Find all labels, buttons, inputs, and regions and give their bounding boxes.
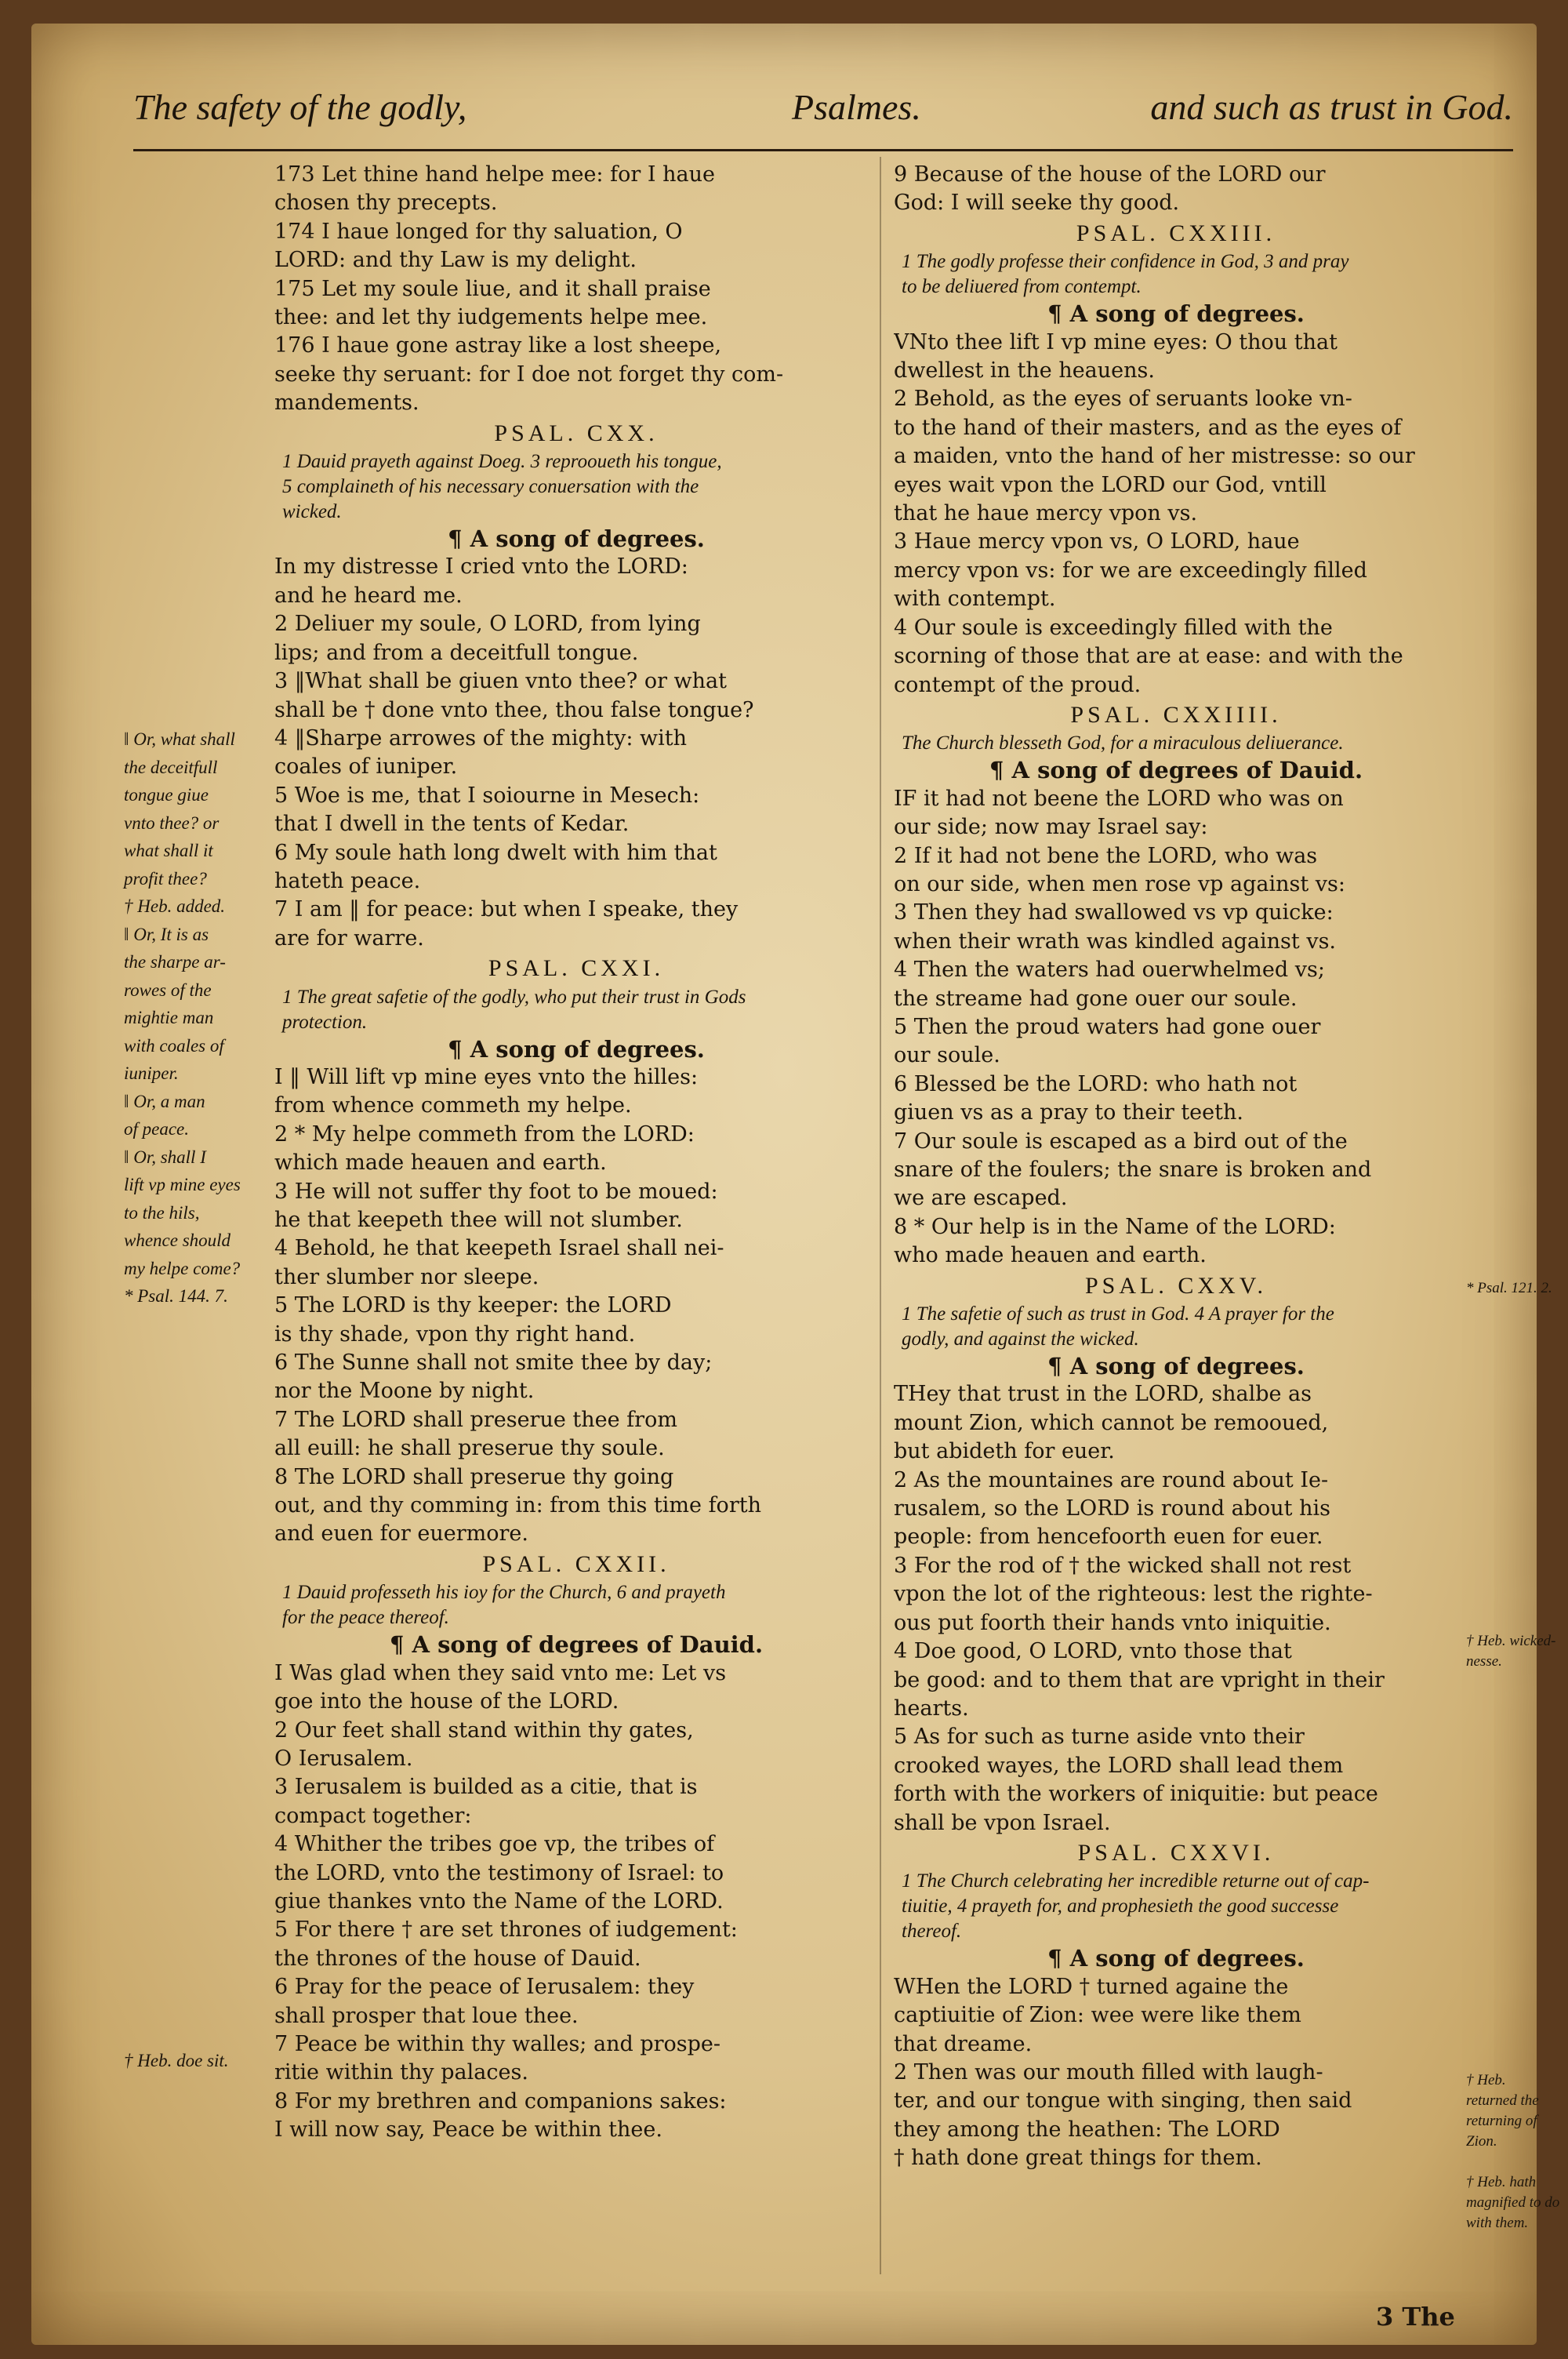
psalm-argument: 1 The godly professe their confidence in God, 3 and pray (902, 251, 1349, 273)
verse-line: from whence commeth my helpe. (274, 1093, 632, 1118)
verse-line: coales of iuniper. (274, 754, 458, 780)
psalm-argument: 1 The great safetie of the godly, who put their trust in Gods (282, 986, 746, 1008)
verse-line: 3 Ierusalem is builded as a citie, that is (274, 1775, 698, 1800)
verse-line: eyes wait vpon the LORD our God, vntill (894, 472, 1327, 497)
verse-line: 5 The LORD is thy keeper: the LORD (274, 1293, 672, 1318)
psalm-argument: protection. (282, 1011, 368, 1033)
verse-line: 4 ‖Sharpe arrowes of the mighty: with (274, 725, 687, 751)
column-divider (880, 157, 881, 2274)
verse-line: and euen for euermore. (274, 1521, 528, 1547)
verse-line: shall prosper that loue thee. (274, 2003, 579, 2028)
right-column (894, 161, 1458, 2173)
verse-line: the streame had gone ouer our soule. (894, 986, 1298, 1011)
header-left: The safety of the godly, (133, 87, 467, 127)
margin-note-line: lift vp mine eyes (124, 1175, 241, 1194)
verse-line: that he haue mercy vpon vs. (894, 501, 1198, 526)
verse-line: is thy shade, vpon thy right hand. (274, 1321, 636, 1347)
psalm-argument: for the peace thereof. (282, 1607, 449, 1629)
verse-line: 4 Behold, he that keepeth Israel shall nei- (274, 1236, 724, 1261)
margin-note-line: profit thee? (124, 868, 207, 889)
margin-note-line: my helpe come? (124, 1258, 241, 1278)
psalm-argument: 1 The Church celebrating her incredible returne out of cap- (902, 1870, 1370, 1892)
verse-line: 174 I haue longed for thy saluation, O (274, 219, 683, 244)
psalm-heading: PSAL. CXXI. (488, 955, 665, 982)
verse-line: 3 He will not suffer thy foot to be moued: (274, 1179, 718, 1204)
header-center: Psalmes. (792, 87, 921, 127)
verse-line: 7 The LORD shall preserue thee from (274, 1407, 677, 1432)
verse-line: mercy vpon vs: for we are exceedingly filled (894, 558, 1367, 583)
verse-line: giuen vs as a pray to their teeth. (894, 1100, 1243, 1125)
verse-line: O Ierusalem. (274, 1746, 413, 1771)
verse-line: to the hand of their masters, and as the eyes of (894, 415, 1402, 440)
psalm-argument: The Church blesseth God, for a miraculous deliuerance. (902, 732, 1344, 754)
verse-line: 3 ‖What shall be giuen vnto thee? or what (274, 669, 728, 694)
verse-line: captiuitie of Zion: wee were like them (894, 2003, 1301, 2028)
psalm-heading: PSAL. CXXIIII. (1070, 701, 1282, 728)
margin-note-line: the deceitfull (124, 757, 218, 777)
verse-line: 3 Then they had swallowed vs vp quicke: (894, 900, 1334, 925)
verse-line: 9 Because of the house of the LORD our (894, 162, 1326, 187)
margin-note-line: what shall it (124, 841, 213, 860)
verse-line: dwellest in the heauens. (894, 358, 1155, 383)
verse-line: which made heauen and earth. (274, 1150, 607, 1176)
verse-line: 2 If it had not bene the LORD, who was (894, 843, 1318, 868)
running-header (133, 78, 1513, 151)
verse-line: shall be † done vnto thee, thou false tongue? (274, 697, 754, 722)
margin-note-line: tongue giue (124, 785, 209, 805)
verse-line: 2 Deliuer my soule, O LORD, from lying (274, 612, 701, 637)
left-margin-notes (124, 725, 289, 1310)
verse-line: hearts. (894, 1696, 969, 1721)
verse-line: seeke thy seruant: for I doe not forget thy com- (274, 362, 784, 387)
verse-line: we are escaped. (894, 1186, 1068, 1211)
verse-line: with contempt. (894, 587, 1056, 612)
verse-line: 8 For my brethren and companions sakes: (274, 2088, 727, 2114)
verse-line: I Was glad when they said vnto me: Let vs (274, 1660, 727, 1685)
verse-line: vpon the lot of the righteous: lest the righte- (894, 1582, 1373, 1607)
verse-line: snare of the foulers; the snare is broken and (894, 1158, 1372, 1182)
verse-line: 2 Behold, as the eyes of seruants looke vn- (894, 387, 1352, 412)
verse-line: ter, and our tongue with singing, then said (894, 2088, 1352, 2114)
verse-line: lips; and from a deceitfull tongue. (274, 640, 639, 665)
margin-note-line: rowes of the (124, 980, 212, 1000)
margin-note-line: * Psal. 144. 7. (124, 1286, 228, 1306)
verse-line: 4 Our soule is exceedingly filled with the (894, 615, 1333, 640)
verse-line: the LORD, vnto the testimony of Israel: to (274, 1860, 724, 1885)
psalm-heading: PSAL. CXXII. (482, 1550, 670, 1577)
verse-line: ous put foorth their hands vnto iniquitie. (894, 1610, 1331, 1635)
psalm-heading: PSAL. CXX. (494, 420, 659, 446)
psalm-argument: 5 complaineth of his necessary conuersation with the (282, 476, 699, 498)
verse-line: 5 As for such as turne aside vnto their (894, 1725, 1305, 1750)
psalm-argument: to be deliuered from contempt. (902, 276, 1142, 298)
verse-line: ther slumber nor sleepe. (274, 1264, 539, 1289)
verse-line: crooked wayes, the LORD shall lead them (894, 1753, 1344, 1778)
verse-line: 7 I am ‖ for peace: but when I speake, they (274, 897, 739, 922)
book-page (31, 24, 1560, 2345)
psalm-argument: godly, and against the wicked. (902, 1329, 1139, 1350)
verse-line: 2 As the mountaines are round about Ie- (894, 1467, 1329, 1492)
verse-line: our side; now may Israel say: (894, 815, 1208, 840)
verse-line: 7 Peace be within thy walles; and prospe- (274, 2031, 721, 2056)
verse-line: I will now say, Peace be within thee. (274, 2117, 662, 2143)
verse-line: LORD: and thy Law is my delight. (274, 248, 637, 273)
verse-line: be good: and to them that are vpright in their (894, 1667, 1385, 1692)
verse-line: compact together: (274, 1803, 472, 1828)
verse-line: thee: and let thy iudgements helpe mee. (274, 305, 708, 330)
verse-line: mandements. (274, 391, 419, 416)
margin-note-line: ‖ Or, a man (124, 1091, 205, 1111)
margin-note-line: with coales of (124, 1035, 224, 1056)
verse-line: God: I will seeke thy good. (894, 191, 1180, 216)
song-heading: ¶ A song of degrees. (1047, 1945, 1305, 1972)
verse-line: shall be vpon Israel. (894, 1810, 1111, 1835)
psalm-argument: 1 The safetie of such as trust in God. 4 A prayer for the (902, 1303, 1334, 1325)
verse-line: In my distresse I cried vnto the LORD: (274, 554, 688, 580)
verse-line: who made heauen and earth. (894, 1243, 1207, 1268)
song-heading: ¶ A song of degrees. (1047, 300, 1305, 328)
verse-line: 8 The LORD shall preserue thy going (274, 1464, 674, 1489)
verse-line: hateth peace. (274, 868, 421, 893)
verse-line: 8 * Our help is in the Name of the LORD: (894, 1214, 1336, 1239)
psalm-argument: thereof. (902, 1921, 962, 1943)
verse-line: 176 I haue gone astray like a lost sheepe, (274, 333, 722, 358)
margin-note-line: mightie man (124, 1008, 214, 1027)
verse-line: IF it had not beene the LORD who was on (894, 786, 1344, 811)
right-margin-note-returned: † Heb. returned the returning of Zion. (1466, 2072, 1539, 2150)
margin-note-line: vnto thee? or (124, 812, 220, 833)
psalm-heading: PSAL. CXXVI. (1077, 1839, 1275, 1866)
verse-line: goe into the house of the LORD. (274, 1689, 619, 1714)
margin-note-line: ‖ Or, It is as (124, 924, 209, 944)
verse-line: all euill: he shall preserue thy soule. (274, 1436, 665, 1461)
verse-line: 5 Woe is me, that I soiourne in Mesech: (274, 783, 700, 808)
verse-line: when their wrath was kindled against vs. (894, 929, 1337, 954)
verse-line: chosen thy precepts. (274, 191, 498, 216)
psalm-argument: wicked. (282, 501, 342, 523)
verse-line: 7 Our soule is escaped as a bird out of the (894, 1129, 1348, 1154)
header-right: and such as trust in God. (1150, 87, 1513, 127)
verse-line: 175 Let my soule liue, and it shall praise (274, 276, 711, 301)
verse-line: 173 Let thine hand helpe mee: for I haue (274, 162, 715, 187)
verse-line: † hath done great things for them. (894, 2146, 1262, 2171)
verse-line: 6 Blessed be the LORD: who hath not (894, 1071, 1298, 1096)
song-heading: ¶ A song of degrees. (1047, 1353, 1305, 1380)
verse-line: they among the heathen: The LORD (894, 2117, 1280, 2142)
verse-line: people: from hencefoorth euen for euer. (894, 1525, 1323, 1550)
verse-line: 2 Then was our mouth filled with laugh- (894, 2059, 1323, 2085)
verse-line: WHen the LORD † turned againe the (894, 1974, 1289, 1999)
verse-line: 5 Then the proud waters had gone ouer (894, 1014, 1321, 1039)
verse-line: 3 Haue mercy vpon vs, O LORD, haue (894, 529, 1300, 554)
catchword: 3 The (1376, 2302, 1455, 2332)
right-margin-note-wickednesse: † Heb. wicked-nesse. (1466, 1633, 1556, 1670)
verse-line: 6 The Sunne shall not smite thee by day; (274, 1350, 713, 1376)
song-heading: ¶ A song of degrees of Dauid. (989, 757, 1363, 784)
verse-line: that dreame. (894, 2031, 1033, 2056)
verse-line: a maiden, vnto the hand of her mistresse: so our (894, 444, 1415, 469)
verse-line: giue thankes vnto the Name of the LORD. (274, 1888, 724, 1914)
verse-line: 3 For the rod of † the wicked shall not rest (894, 1553, 1352, 1578)
verse-line: ritie within thy palaces. (274, 2060, 528, 2085)
right-margin-note-psal: * Psal. 121. 2. (1466, 1280, 1552, 1296)
verse-line: that I dwell in the tents of Kedar. (274, 812, 630, 837)
margin-note-line: the sharpe ar- (124, 952, 226, 972)
song-heading: ¶ A song of degrees. (448, 1035, 705, 1063)
psalm-heading: PSAL. CXXIII. (1076, 220, 1276, 246)
verse-line: he that keepeth thee will not slumber. (274, 1208, 683, 1232)
verse-line: are for warre. (274, 925, 424, 951)
verse-line: and he heard me. (274, 583, 463, 608)
margin-note-line: to the hils, (124, 1202, 200, 1223)
verse-line: on our side, when men rose vp against vs: (894, 871, 1345, 896)
verse-line: 4 Doe good, O LORD, vnto those that (894, 1639, 1292, 1664)
left-column (274, 161, 878, 2145)
song-heading: ¶ A song of degrees. (448, 525, 705, 553)
verse-line: contempt of the proud. (894, 672, 1142, 697)
verse-line: forth with the workers of iniquitie: but peace (894, 1782, 1378, 1807)
verse-line: our soule. (894, 1043, 1000, 1068)
verse-line: 2 * My helpe commeth from the LORD: (274, 1121, 695, 1147)
margin-note-line: of peace. (124, 1119, 190, 1139)
verse-line: VNto thee lift I vp mine eyes: O thou that (894, 329, 1338, 354)
psalm-heading: PSAL. CXXV. (1085, 1272, 1267, 1299)
psalm-argument: tiuitie, 4 prayeth for, and prophesieth the good successe (902, 1896, 1339, 1917)
verse-line: nor the Moone by night. (274, 1379, 535, 1404)
verse-line: 6 Pray for the peace of Ierusalem: they (274, 1975, 695, 2000)
margin-note-line: ‖ Or, shall I (124, 1147, 206, 1167)
verse-line: mount Zion, which cannot be remooued, (894, 1410, 1329, 1435)
margin-note-line: ‖ Or, what shall (124, 729, 235, 749)
margin-note-line: † Heb. added. (124, 896, 226, 916)
verse-line: I ‖ Will lift vp mine eyes vnto the hilles: (274, 1064, 699, 1089)
verse-line: the thrones of the house of Dauid. (274, 1946, 641, 1971)
verse-line: THey that trust in the LORD, shalbe as (894, 1382, 1312, 1407)
right-margin-note-magnified: † Heb. hath magnified to do with them. (1466, 2174, 1560, 2231)
verse-line: 2 Our feet shall stand within thy gates, (274, 1717, 694, 1743)
left-margin-note-heb: † Heb. doe sit. (124, 2051, 229, 2070)
psalm-argument: 1 Dauid prayeth against Doeg. 3 reprooueth his tongue, (282, 451, 722, 473)
song-heading: ¶ A song of degrees of Dauid. (389, 1631, 764, 1659)
verse-line: 6 My soule hath long dwelt with him that (274, 840, 717, 865)
verse-line: 4 Whither the tribes goe vp, the tribes of (274, 1832, 715, 1857)
verse-line: but abideth for euer. (894, 1439, 1115, 1464)
psalm-argument: 1 Dauid professeth his ioy for the Church, 6 and prayeth (282, 1582, 726, 1604)
verse-line: rusalem, so the LORD is round about his (894, 1496, 1330, 1521)
margin-note-line: whence should (124, 1230, 231, 1250)
verse-line: 5 For there † are set thrones of iudgement: (274, 1917, 738, 1943)
margin-note-line: iuniper. (124, 1063, 179, 1083)
verse-line: out, and thy comming in: from this time forth (274, 1493, 761, 1518)
verse-line: 4 Then the waters had ouerwhelmed vs; (894, 958, 1325, 983)
verse-line: scorning of those that are at ease: and with the (894, 644, 1403, 669)
